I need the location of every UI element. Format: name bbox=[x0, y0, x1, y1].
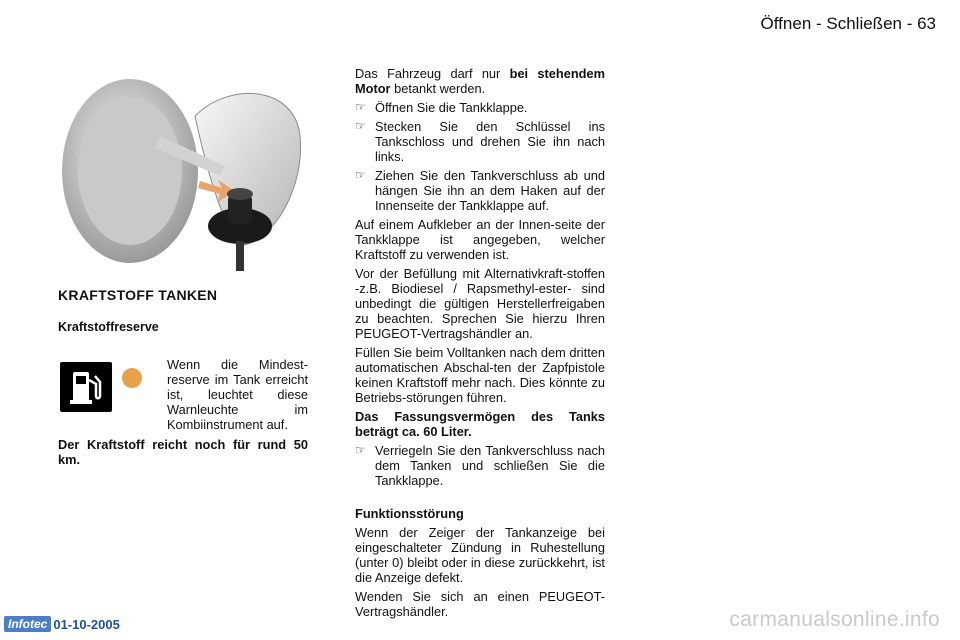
warning-lamp-icon bbox=[122, 368, 142, 388]
sticker-paragraph: Auf einem Aufkleber an der Innen-seite der Tankklappe ist angegeben, welcher Kraftstoff zu verwenden ist. bbox=[355, 217, 605, 262]
contact-text: Wenden Sie sich an einen PEUGEOT-Vertragshändler. bbox=[355, 589, 605, 619]
alt-fuel-paragraph: Vor der Befüllung mit Alternativkraft-stoffen -z.B. Biodiesel / Rapsmethyl-ester- sind unbedingt die gültigen Herstellerfreigaben zu beachten. Sprechen Sie hierzu Ihren PEUGEOT-Vertragshändler an. bbox=[355, 266, 605, 341]
step-text: Ziehen Sie den Tankverschluss ab und hängen Sie ihn an dem Haken auf der Innenseite der Tankklappe auf. bbox=[375, 168, 605, 213]
full-tank-paragraph: Füllen Sie beim Volltanken nach dem dritten automatischen Abschal-ten der Zapfpistole keinen Kraftstoff mehr nach. Dies könnte zu Betriebs-störungen führen. bbox=[355, 345, 605, 405]
intro-bold: bei stehendem Motor bbox=[355, 66, 605, 96]
step-text: Verriegeln Sie den Tankverschluss nach dem Tanken und schließen Sie die Tankklappe. bbox=[375, 443, 605, 488]
footer bbox=[4, 616, 120, 632]
list-item bbox=[355, 119, 605, 164]
fuel-pump-icon bbox=[60, 362, 112, 412]
warning-text: Wenn die Mindest-reserve im Tank erreicht ist, leuchtet diese Warnleuchte im Kombiinstrument auf. bbox=[167, 357, 308, 432]
page-header: Öffnen - Schließen - 63 bbox=[760, 14, 936, 33]
watermark: carmanualsonline.info bbox=[729, 608, 940, 631]
list-item bbox=[355, 100, 605, 115]
list-item bbox=[355, 443, 605, 488]
edition-date: 01-10-2005 bbox=[53, 616, 120, 632]
intro-plain: Das Fahrzeug darf nur bbox=[355, 66, 510, 81]
pointing-hand-icon: ☞ bbox=[355, 119, 366, 133]
malfunction-title: Funktionsstörung bbox=[355, 506, 464, 521]
pointing-hand-icon: ☞ bbox=[355, 168, 366, 182]
brand-logo: Infotec bbox=[4, 616, 51, 632]
list-item bbox=[355, 168, 605, 213]
step-text: Öffnen Sie die Tankklappe. bbox=[375, 100, 528, 115]
right-column bbox=[355, 66, 605, 623]
pointing-hand-icon: ☞ bbox=[355, 443, 366, 457]
sub-title-fuel-reserve: Kraftstoffreserve bbox=[58, 320, 159, 334]
intro-paragraph bbox=[355, 66, 605, 96]
fuel-flap-illustration bbox=[60, 76, 310, 276]
range-note: Der Kraftstoff reicht noch für rund 50 km. bbox=[58, 437, 308, 467]
malfunction-text: Wenn der Zeiger der Tankanzeige bei eingeschalteter Zündung in Ruhestellung (unter 0) bleibt oder in diese zurückkehrt, ist die Anzeige defekt. bbox=[355, 525, 605, 585]
pointing-hand-icon: ☞ bbox=[355, 100, 366, 114]
intro-end: betankt werden. bbox=[390, 81, 486, 96]
step-text: Stecken Sie den Schlüssel ins Tankschloss und drehen Sie ihn nach links. bbox=[375, 119, 605, 164]
capacity-paragraph: Das Fassungsvermögen des Tanks beträgt ca. 60 Liter. bbox=[355, 409, 605, 439]
section-title: KRAFTSTOFF TANKEN bbox=[58, 287, 218, 303]
